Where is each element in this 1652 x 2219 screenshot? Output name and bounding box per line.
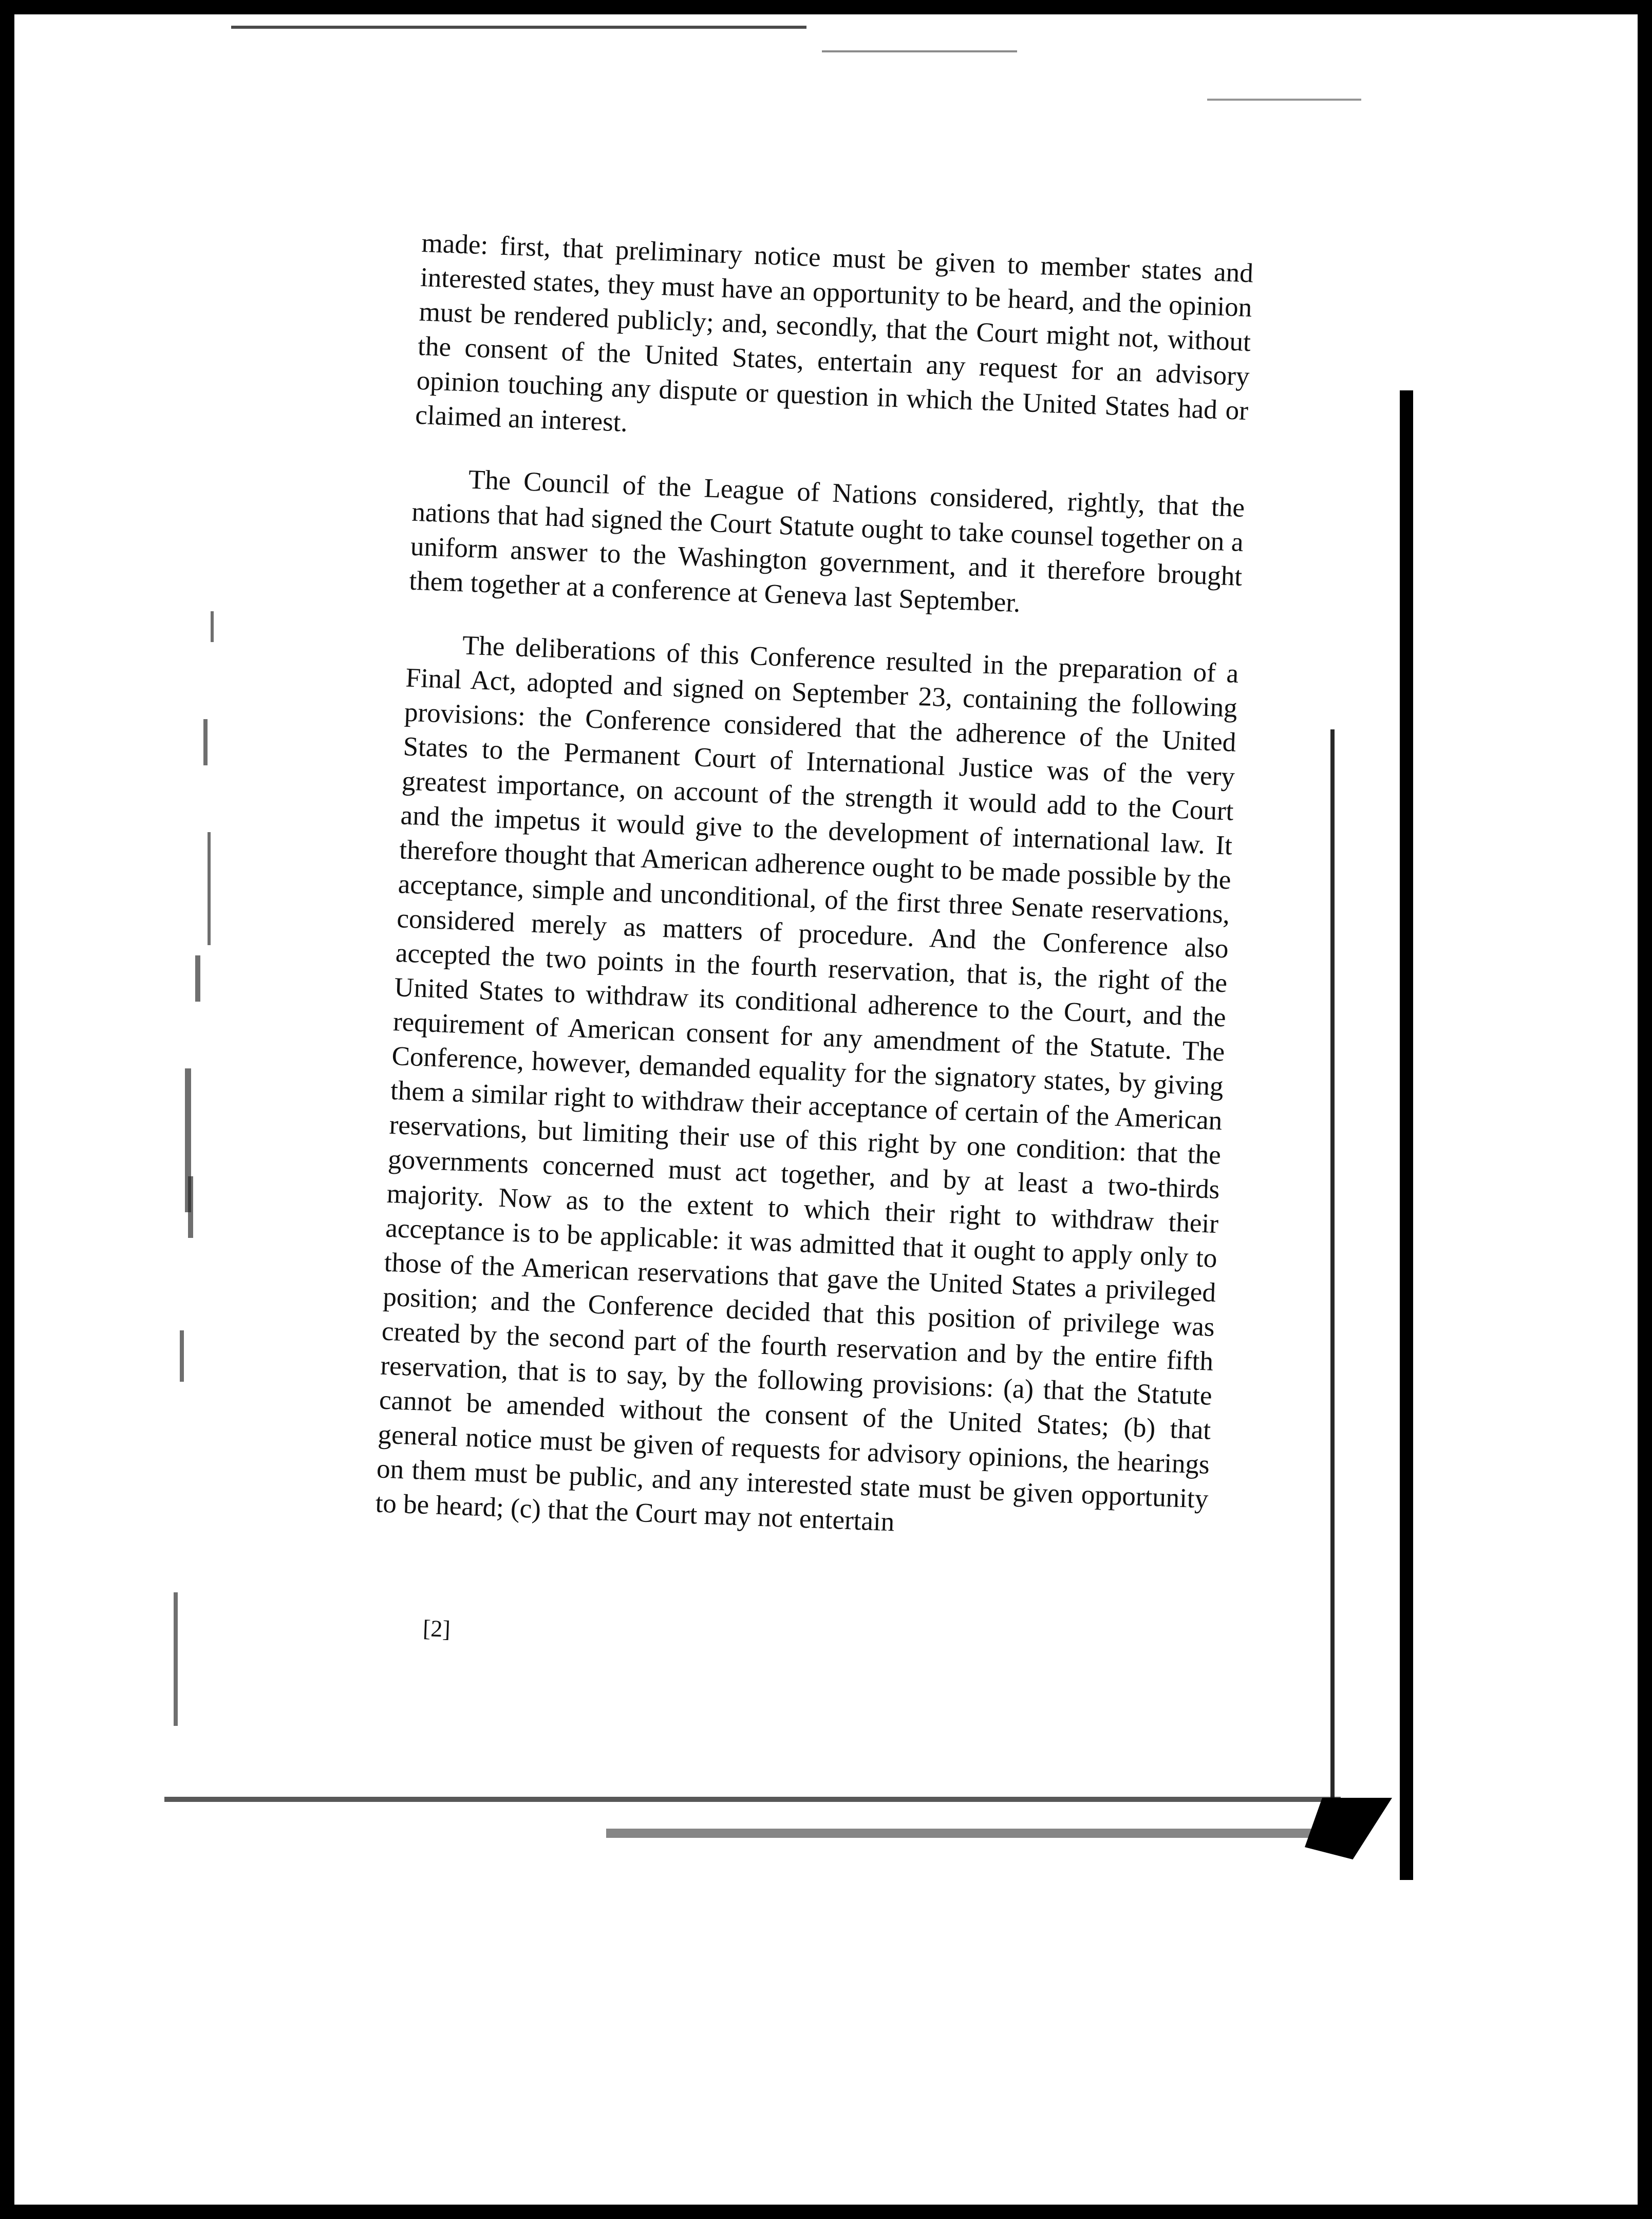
margin-speck (211, 611, 214, 642)
margin-speck (180, 1330, 184, 1382)
scan-artifact-rule (1207, 99, 1361, 101)
scan-border-right (1638, 0, 1652, 2219)
page-number: [2] (422, 1615, 451, 1642)
page-corner-shadow (1305, 1798, 1392, 1859)
page-edge-line (1330, 729, 1335, 1849)
page-bottom-edge (164, 1797, 1341, 1802)
paragraph: made: first, that preliminary notice must be given to member states and interested states, they must have an opportunity to be heard, and the opinion must be rendered publicly; and, secondly, that the Court might not, without the consent of the United States, entertain any request for an advisory opinion touching any dispute or question in which the United States had or claimed an interest. (415, 228, 1254, 438)
page-edge-shadow (1400, 390, 1413, 1880)
scan-border-left (0, 0, 14, 2219)
scan-artifact-rule (822, 50, 1017, 52)
paragraph: The deliberations of this Conference resulted in the preparation of a Final Act, adopted and signed on September 23, containing the following provisions: the Conference considered that the adherence of the United States to the Permanent Court of International Justice was of the very greatest importance, on account of the strength it would add to the Court and the impetus it would give to the development of international law. It therefore thought that American adherence ought to be made possible by the acceptance, simple and unconditional, of the first three Senate reservations, considered merely as matters of procedure. And the Conference also accepted the two points in the fourth reservation, that is, the right of the United States to withdraw its conditional adherence to the Court, and the requirement of American consent for any amendment of the Statute. The Conference, however, demanded equality for the signatory states, by giving them a similar right to withdraw their acceptance of certain of the American reservations, but limiting their use of this right by one condition: that the governments concerned must act together, and by at least a two-thirds majority. Now as to the extent to which their right to withdraw their acceptance is to be applicable: it was admitted that it ought to apply only to those of the American reservations that gave the United States a privileged position; and the Conference decided that this position of privilege was created by the second part of the fourth reservation and by the entire fifth reservation, that is to say, by the following provisions: (a) that the Statute cannot be amended without the consent of the United States; (b) that general notice must be given of requests for advisory opinions, the hearings on them must be public, and any interested state must be given opportunity to be heard; (c) that the Court may not entertain (374, 630, 1240, 1537)
paragraph: The Council of the League of Nations considered, rightly, that the nations that had signed the Court Statute ought to take counsel together on a uniform answer to the Washington government, and it therefore brought them together at a conference at Geneva last September. (408, 464, 1246, 618)
page-bottom-edge-shadow (606, 1829, 1351, 1838)
margin-speck (203, 719, 208, 765)
margin-speck (195, 955, 200, 1002)
body-text (374, 226, 1254, 1579)
margin-speck (208, 832, 211, 945)
scan-border-top (0, 0, 1652, 14)
margin-speck (174, 1592, 178, 1726)
scan-border-bottom (0, 2205, 1652, 2219)
margin-speck (188, 1176, 193, 1238)
scan-artifact-rule (231, 26, 806, 29)
